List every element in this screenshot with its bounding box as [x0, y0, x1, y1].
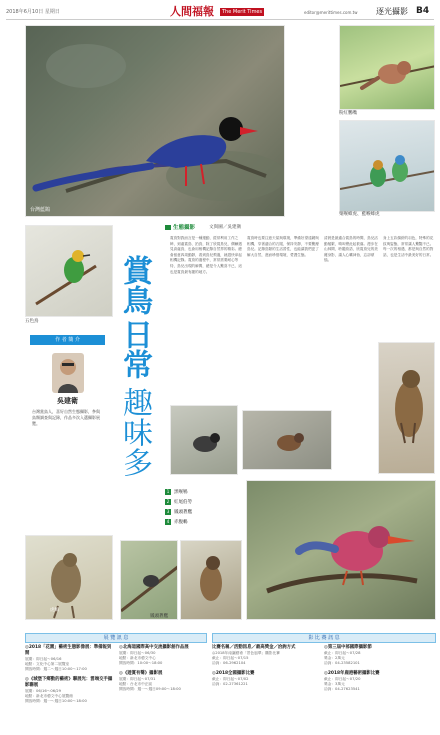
exhibit-line: 開放時間：週一～週日09:00～18:00 — [119, 687, 181, 691]
author-name: 吳建衛 — [57, 397, 78, 405]
article-column-2: 賞鳥時也要注意天氣與環境，準備好望遠鏡與相機，穿著適合的衣服，保持安靜，不要驚擾鳥兒。記錄鳥類的生活習性，也能讓我們更了解大自然，進而珍惜環境，愛護生態。 — [247, 236, 319, 257]
photo-index — [165, 487, 225, 535]
exhibits-section — [25, 633, 207, 733]
hawk-illustration — [379, 343, 435, 474]
index-item — [165, 507, 225, 517]
contests-col-1 — [212, 645, 318, 692]
avatar-icon — [52, 353, 84, 393]
section-title: 逐光攝影 — [376, 7, 408, 16]
exhibits-right — [119, 645, 207, 697]
parrotbill-illustration — [340, 26, 435, 110]
author-heading-text: 作 者 簡 介 — [55, 337, 80, 343]
article-label-marker — [165, 225, 171, 230]
caption-blue-magpie: 台灣藍鵲 — [30, 207, 51, 213]
contest-item — [324, 645, 436, 666]
article-title — [110, 255, 158, 565]
masthead — [6, 6, 434, 20]
photo-vinous-throated — [339, 25, 435, 110]
article-byline: 文與圖／吳建衛 — [209, 225, 242, 230]
exhibit-item — [119, 645, 207, 666]
goshawk-illustration — [181, 541, 242, 620]
article-header — [165, 222, 337, 232]
contest-title: 比賽名稱／活動訊息／最高獎金／洽詢方式 — [212, 645, 296, 650]
kingfisher-illustration — [247, 481, 436, 620]
caption-goshawk: 鳳頭蒼鷹 — [150, 614, 168, 619]
contest-title: ◎2018年鹿港藝術攝影比賽 — [324, 671, 380, 676]
contest-line: 洽詢：04-23582101 — [324, 661, 360, 665]
bird-small-illustration — [171, 406, 238, 475]
photo-branch-bird — [120, 540, 178, 620]
contest-line: 獎金：3萬元 — [324, 682, 345, 686]
exhibit-line: 地點：新北市藝文中心 — [119, 656, 156, 660]
caption-thrush: 虎鶇 — [50, 608, 59, 613]
index-label-2: 紅尾伯勞 — [174, 500, 192, 505]
exhibit-item — [119, 671, 207, 692]
exhibit-line: 開放時間：週一～週日10:00～18:00 — [25, 699, 87, 703]
title-line-2: 日常 — [117, 319, 152, 379]
contest-line: 截止：即日起～07/15 — [212, 656, 249, 660]
index-item — [165, 497, 225, 507]
photo-hawk-right — [378, 342, 435, 474]
exhibit-item — [25, 677, 113, 704]
exhibit-line: 開放時間：10:00～18:00 — [119, 661, 163, 665]
contest-line: 截止：即日起～07/02 — [212, 677, 249, 681]
email: editor@merittimes.com.tw — [304, 10, 358, 15]
contests-section — [212, 633, 436, 733]
index-marker-1: 1 — [166, 489, 170, 494]
exhibits-left — [25, 645, 113, 709]
index-label-1: 黑喉鴝 — [174, 490, 188, 495]
exhibit-line: 開放時間：週二～週日10:00～17:00 — [25, 667, 87, 671]
photo-barbet — [25, 225, 113, 317]
issue-date: 2018年6月10日 星期日 — [6, 9, 60, 15]
branch-bird-illustration — [121, 541, 178, 620]
index-marker-4: 4 — [166, 519, 170, 524]
bee-eater-illustration — [340, 121, 435, 212]
exhibit-title: ◎《遊賞有聲》攝影展 — [119, 671, 163, 676]
article-column-4: 身上五彩繽紛的羽色，特殊的花紋與姿態，常常讓人驚豔不已。每一次的相遇，都是與自然的對話，也是生活中最美好的日常。 — [383, 236, 434, 257]
exhibit-title: ◎2018「花園」藝術生態影像展：準備報到開 — [25, 645, 112, 656]
contest-line: 洽詢：04-27623541 — [324, 687, 360, 691]
shrike-illustration — [243, 411, 332, 470]
contest-line: 截止：即日起～07/28 — [324, 651, 361, 655]
contests-header: 影 比 賽 訊 息 — [212, 633, 436, 643]
page-number: B4 — [416, 6, 430, 16]
index-item — [165, 487, 225, 497]
index-marker-2: 2 — [166, 499, 170, 504]
index-label-3: 鳳頭蒼鷹 — [174, 510, 192, 515]
photo-small-2 — [242, 410, 332, 470]
author-heading — [30, 335, 105, 345]
caption-barbet: 五色鳥 — [25, 319, 39, 324]
index-item — [165, 517, 225, 527]
title-line-1: 賞鳥 — [117, 255, 152, 315]
contest-line: ◎2018年南瀛藝術「景色風華」攝影比賽 — [212, 651, 280, 655]
exhibit-line: 地點：新北市藝文中心展覽館 — [25, 694, 73, 698]
blue-magpie-illustration — [26, 26, 285, 217]
exhibit-line: 展期：即日起～06/16 — [25, 657, 62, 661]
thrush-illustration — [26, 536, 113, 620]
photo-blue-magpie — [25, 25, 285, 217]
contest-line: 獎金：2萬元 — [324, 656, 345, 660]
article-column-1: 賞鳥對我而言是一種運動，經常利用工作之餘，到處賞鳥、拍鳥，除了欣賞鳥兒，偶爾遇見高處鳥，也會用相機記錄自然界的精彩。總會留意四周動靜，看到鳥兒飛過，就趕快拿起相機記錄。賞鳥的過程中，常常需要耐心等待，鳥兒出現的瞬間，總是令人驚喜不已，這也是賞鳥最有趣的地方。 — [170, 236, 242, 274]
index-marker-3: 3 — [166, 509, 170, 514]
exhibit-item — [25, 645, 113, 672]
index-label-4: 赤腹鶇 — [174, 520, 188, 525]
contest-line: 截止：即日起～07/20 — [324, 677, 361, 681]
exhibit-title: ◎北海道國際高中交流攝影創作品展 — [119, 645, 189, 650]
contest-line: 洽詢：02-27361221 — [212, 682, 248, 686]
exhibit-title: ◎《城堡下鄉動的藝術》聯展光：雲端交手攝影聯展 — [25, 677, 113, 688]
exhibits-header: 展 覽 訊 息 — [25, 633, 207, 643]
contest-item — [324, 671, 436, 692]
contest-title: ◎第三屆中部國際攝影節 — [324, 645, 372, 650]
caption-parrotbill: 粉紅鸚嘴 — [339, 111, 357, 116]
photo-crested-goshawk — [180, 540, 242, 620]
exhibit-line: 地點：台北市中正區 — [119, 682, 153, 686]
photo-small-1 — [170, 405, 238, 475]
exhibit-line: 地點：文化中心第二展覽室 — [25, 662, 70, 666]
contests-col-2 — [324, 645, 436, 697]
exhibit-line: 展期：06/16～06/29 — [25, 689, 62, 693]
caption-bee-eaters: 栗喉蜂虎、藍喉蜂虎 — [339, 212, 380, 217]
author-bio: 台灣賞鳥人，喜好自然生態攝影，參與鳥類調查與記錄，作品多次入選攝影展覽。 — [32, 409, 100, 426]
contest-item — [212, 645, 318, 666]
contest-title: ◎2018全國攝影比賽 — [212, 671, 255, 676]
exhibit-line: 展期：即日起～06/30 — [119, 651, 156, 655]
title-line-3: 趣味多 — [117, 387, 152, 477]
contest-item — [212, 671, 318, 687]
contest-line: 洽詢：06-2962104 — [212, 661, 246, 665]
article-label: 生態攝影 — [173, 225, 196, 231]
article-column-3: 清晨是最適合賞鳥的時間，鳥兒活動頻繁，鳴叫聲此起彼落。漫步在山林間，聆聽鳥語，欣賞鳥兒的美麗身影，讓人心曠神怡，忘卻煩惱。 — [324, 236, 378, 263]
barbet-illustration — [26, 226, 113, 317]
author-photo — [52, 353, 84, 393]
exhibit-line: 展期：即日起～07/31 — [119, 677, 156, 681]
photo-bee-eaters — [339, 120, 435, 212]
photo-kingfisher — [246, 480, 436, 620]
newspaper-logo: 人間福報 — [170, 5, 214, 18]
author-box — [30, 335, 105, 533]
photo-thrush — [25, 535, 113, 620]
english-name: The Merit Times — [222, 9, 263, 15]
